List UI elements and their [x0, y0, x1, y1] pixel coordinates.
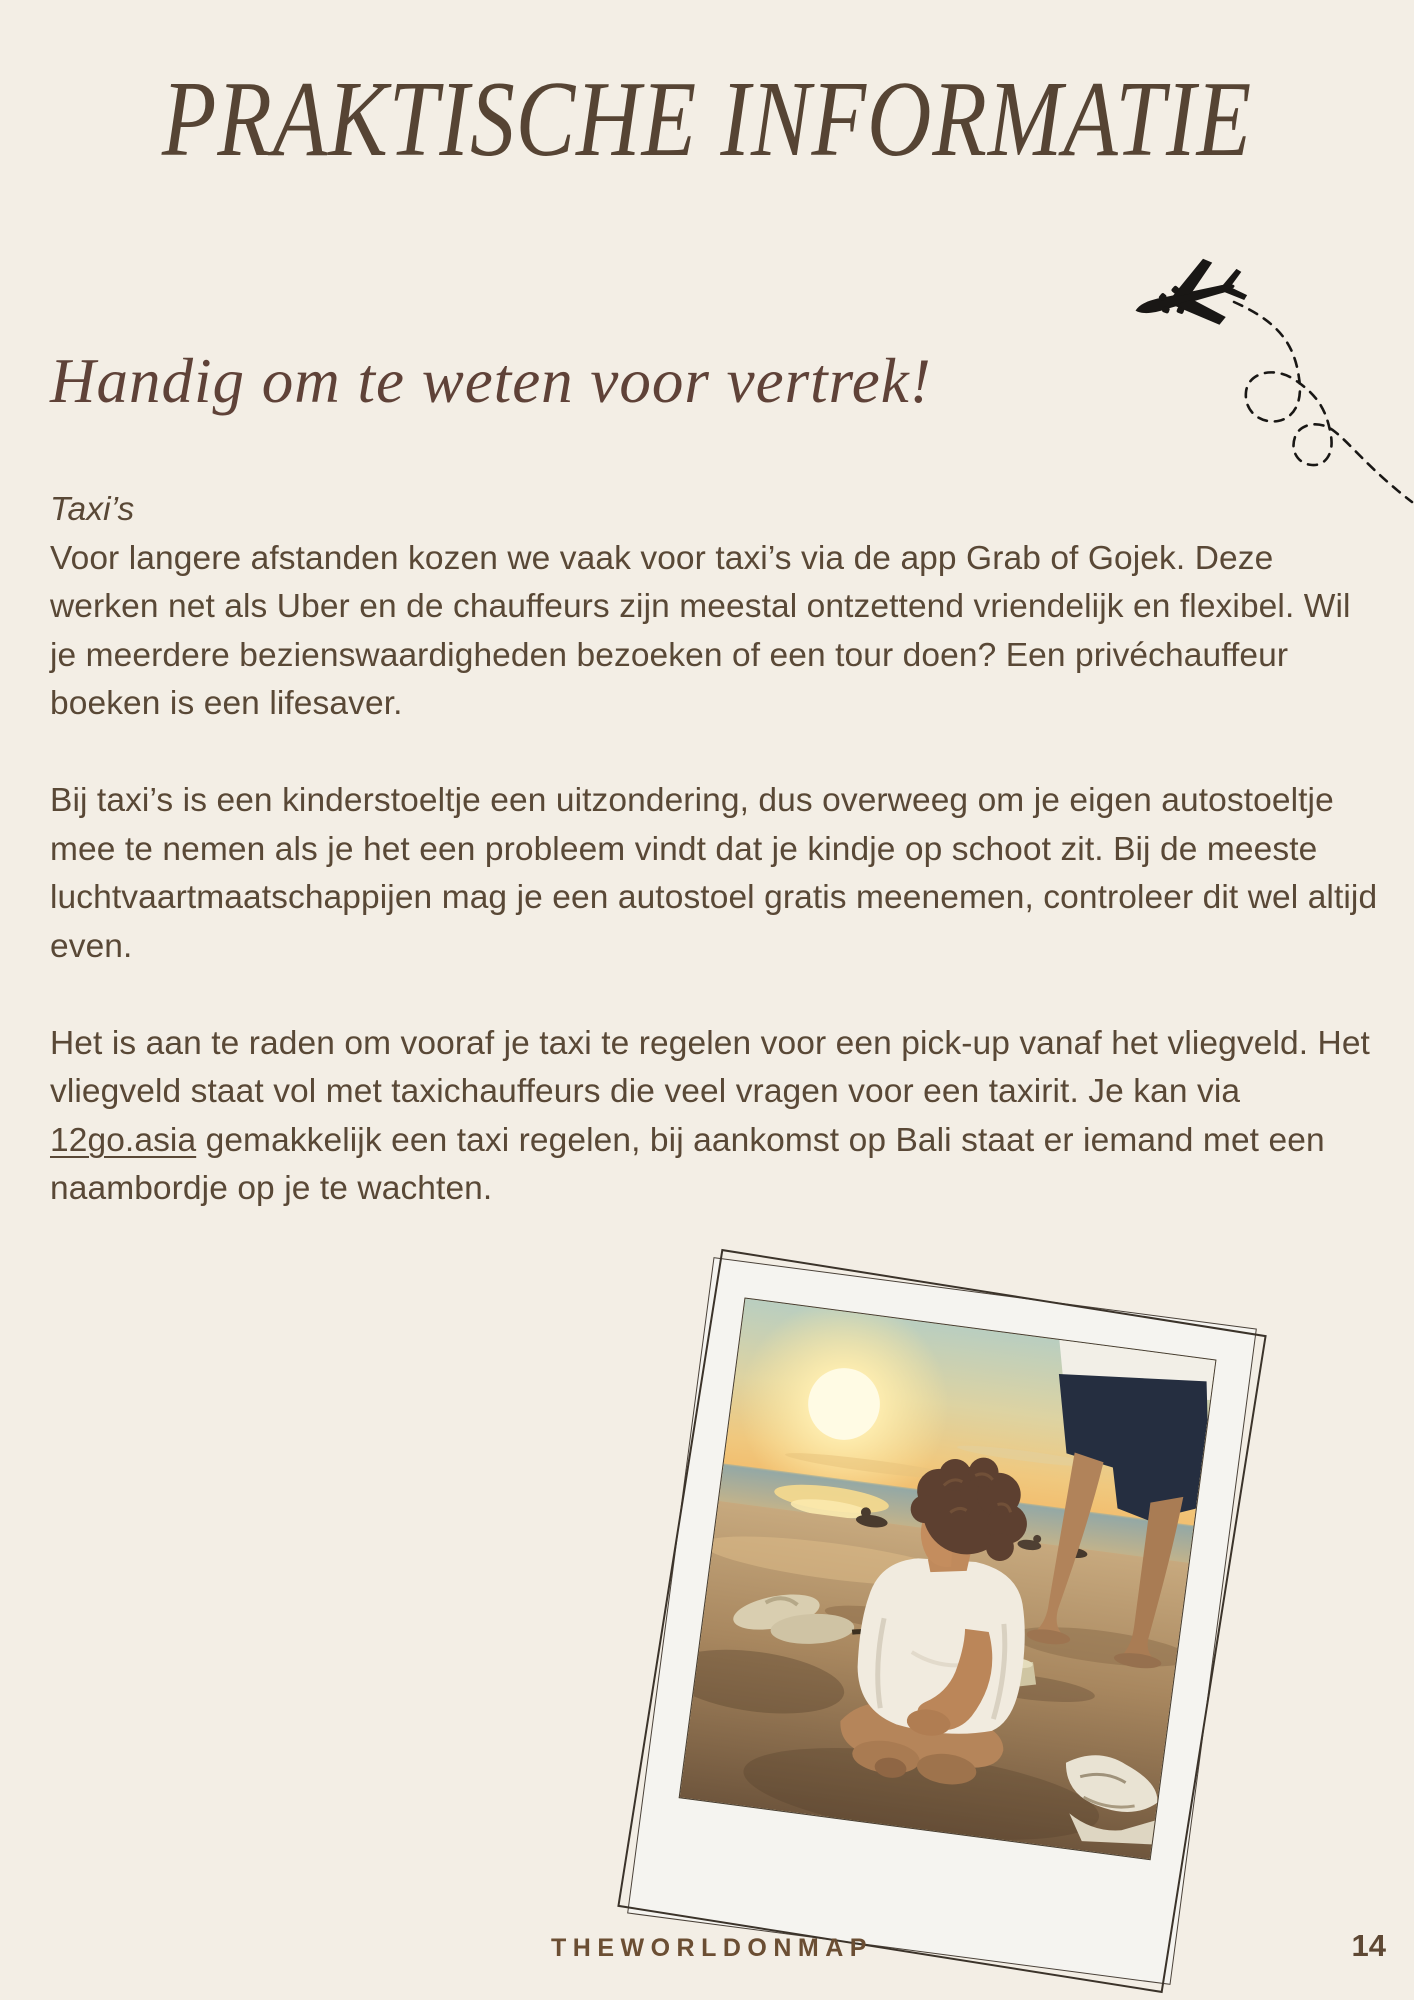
12go-asia-link[interactable]: 12go.asia [50, 1121, 197, 1159]
body-text-column [50, 486, 1380, 1214]
dashed-flight-path [1234, 302, 1412, 502]
airplane-trail-decoration [1122, 240, 1414, 512]
paragraph-car-seat: Bij taxi’s is een kinderstoeltje een uitzondering, dus overweeg om je eigen autostoeltje mee te nemen als je het een probleem vindt dat je kindje op schoot zit. Bij de meeste luchtvaartmaatschappijen mag je een autostoel gratis meenemen, controleer dit wel altijd even. [50, 782, 1378, 965]
polaroid-photo [627, 1257, 1257, 1985]
taxi-heading: Taxi’s [50, 491, 135, 528]
page-title: PRAKTISCHE INFORMATIE [161, 58, 1253, 179]
paragraph-airport-text-before: Het is aan te raden om vooraf je taxi te regelen voor een pick-up vanaf het vliegveld. Het vliegveld staat vol met taxichauffeurs die veel vragen voor een taxirit. Je kan via [50, 1024, 1370, 1110]
beach-sunset-photo [679, 1297, 1217, 1860]
paragraph-taxi-apps: Voor langere afstanden kozen we vaak voor taxi’s via de app Grab of Gojek. Deze werken net als Uber en de chauffeurs zijn meestal ontzettend vriendelijk en flexibel. Wil je meerdere bezienswaardigheden bezoeken of een tour doen? Een privéchauffeur boeken is een lifesaver. [50, 539, 1351, 722]
airplane-icon [1127, 250, 1252, 343]
page-number: 14 [1351, 1928, 1386, 1963]
paragraph-airport-text-after: gemakkelijk een taxi regelen, bij aankomst op Bali staat er iemand met een naambordje op je te wachten. [50, 1121, 1325, 1207]
section-subtitle: Handig om te weten voor vertrek! [50, 346, 932, 416]
footer-brand: THEWORLDONMAP [551, 1934, 873, 1962]
paragraph-airport-pickup [50, 1020, 1380, 1214]
